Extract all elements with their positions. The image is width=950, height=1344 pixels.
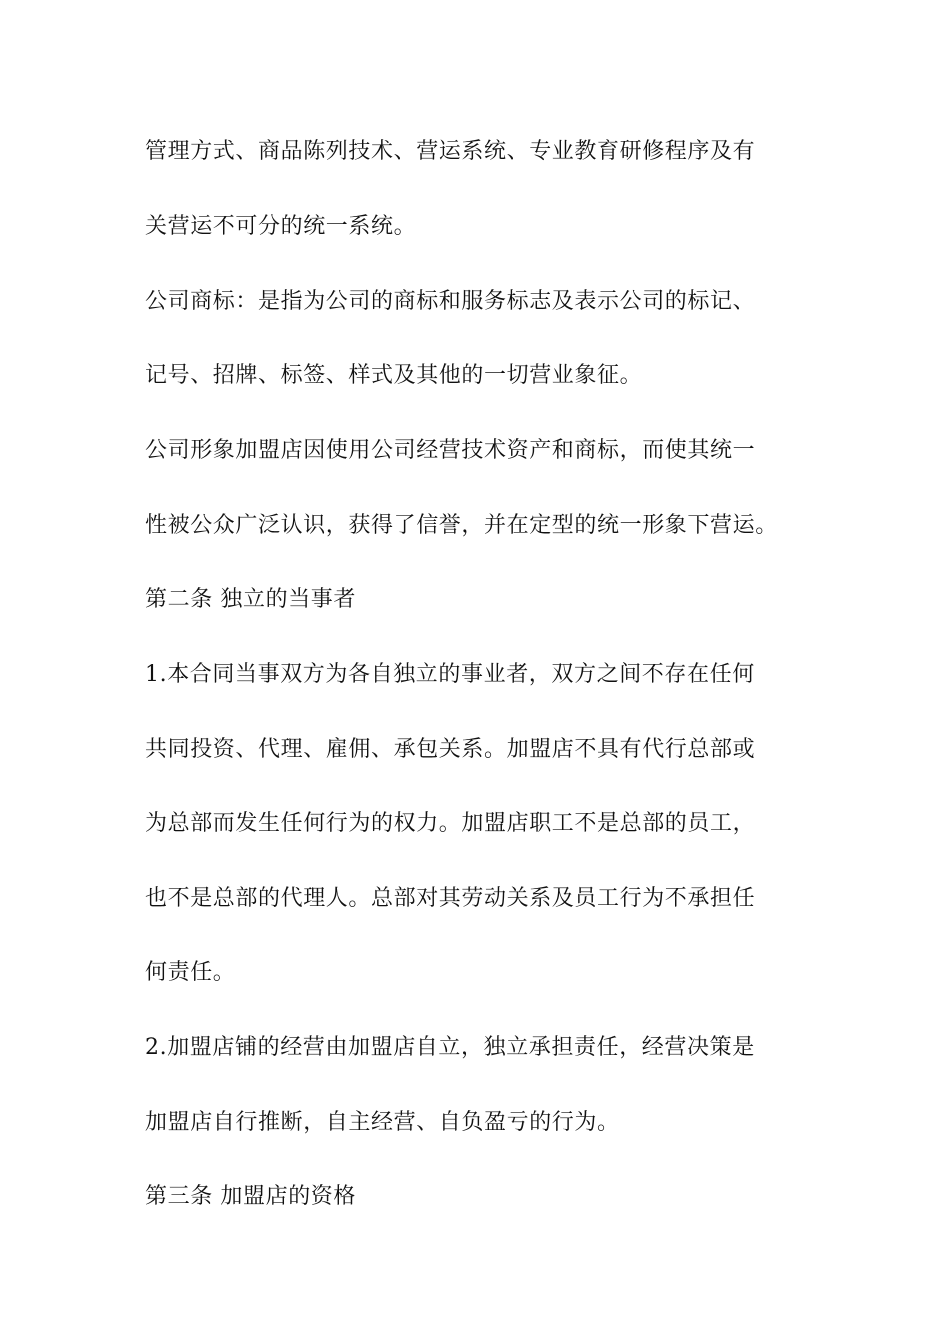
text-line-4: 记号、招牌、标签、样式及其他的一切营业象征。 [145,363,643,388]
text-line-2: 关营运不可分的统一系统。 [145,214,417,239]
text-line-10: 为总部而发生任何行为的权力。加盟店职工不是总部的员工， [145,811,756,836]
section-heading-article-2: 第二条 独立的当事者 [145,587,356,612]
text-line-13: 2.加盟店铺的经营由加盟店自立，独立承担责任，经营决策是 [145,1035,755,1060]
text-line-9: 共同投资、代理、雇佣、承包关系。加盟店不具有代行总部或 [145,737,756,762]
text-line-14: 加盟店自行推断，自主经营、自负盈亏的行为。 [145,1110,620,1135]
section-heading-article-3: 第三条 加盟店的资格 [145,1184,356,1209]
text-line-5: 公司形象加盟店因使用公司经营技术资产和商标，而使其统一 [145,438,756,463]
text-line-3: 公司商标：是指为公司的商标和服务标志及表示公司的标记、 [145,289,756,314]
text-line-6: 性被公众广泛认识，获得了信誉，并在定型的统一形象下营运。 [145,513,778,538]
text-line-11: 也不是总部的代理人。总部对其劳动关系及员工行为不承担任 [145,886,756,911]
text-line-1: 管理方式、商品陈列技术、营运系统、专业教育研修程序及有 [145,139,756,164]
text-line-8: 1.本合同当事双方为各自独立的事业者，双方之间不存在任何 [145,662,755,687]
text-line-12: 何责任。 [145,960,236,985]
